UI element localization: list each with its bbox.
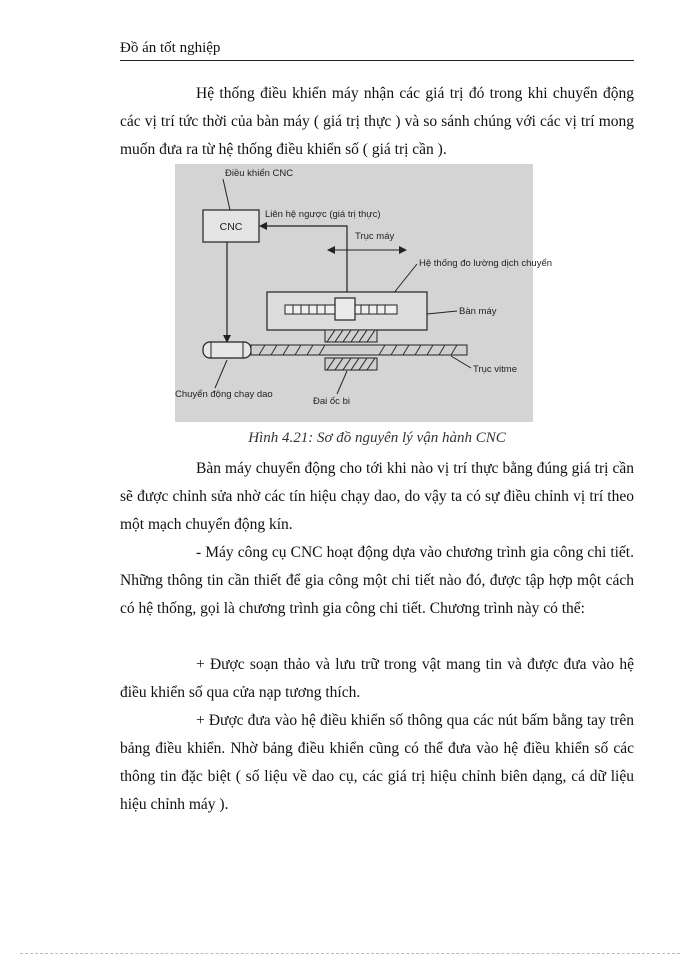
label-controller: Điều khiển CNC — [225, 168, 294, 179]
leader-line-feed — [215, 360, 227, 388]
label-measuring: Hệ thống đo lường dịch chuyển — [419, 258, 553, 269]
paragraph-4: + Được soạn thảo và lưu trữ trong vật mang tin và được đưa vào hệ điều khiển số qua cửa nạp tương thích. — [120, 656, 634, 701]
cnc-diagram — [175, 164, 553, 422]
leader-line-table — [427, 311, 457, 314]
leader-line-controller — [223, 179, 230, 210]
page-bottom-rule — [20, 953, 680, 954]
figure-caption: Hình 4.21: Sơ đồ nguyên lý vận hành CNC — [248, 430, 506, 446]
label-axis: Trục máy — [355, 231, 395, 242]
label-screw: Trục vitme — [473, 364, 517, 375]
paragraph-2: Bàn máy chuyển động cho tới khi nào vị trí thực bằng đúng giá trị cần sẽ được chỉnh sửa nhờ các tín hiệu chạy dao, do vậy ta có sự điều chỉnh vị trí theo một mạch chuyển động kín. — [120, 460, 634, 533]
feedback-arrowhead — [259, 222, 267, 230]
leader-line-nut — [337, 371, 347, 394]
paragraph-3: - Máy công cụ CNC hoạt động dựa vào chương trình gia công chi tiết. Những thông tin cần thiết để gia công một chi tiết nào đó, được tập hợp một cách có hệ thống, gọi là chương trình gia công chi tiết. Chương trình này có thể: — [120, 544, 634, 617]
paragraph-1: Hệ thống điều khiển máy nhận các giá trị đó trong khi chuyển động các vị trí tức thời của bàn máy ( giá trị thực ) và so sánh chúng với các vị trí mong muốn đưa ra từ hệ thống điều khiển số ( giá trị cần ). — [120, 85, 634, 158]
lead-screw — [203, 342, 467, 358]
label-cnc: CNC — [219, 221, 243, 233]
label-table: Bàn máy — [459, 306, 497, 317]
label-feedback: Liên hệ ngược (giá trị thực) — [265, 209, 381, 220]
axis-arrowhead-left — [327, 246, 335, 254]
label-feed: Chuyển động chạy dao — [175, 389, 273, 400]
leader-line-screw — [451, 356, 471, 368]
axis-arrowhead-right — [399, 246, 407, 254]
label-nut: Đai ốc bi — [313, 396, 350, 407]
page-header: Đồ án tốt nghiệp — [120, 38, 634, 61]
paragraph-5: + Được đưa vào hệ điều khiển số thông qua các nút bấm bằng tay trên bảng điều khiển. Nhờ bảng điều khiển cũng có thể đưa vào hệ điều khiển số các thông tin đặc biệt ( số liệu về dao cụ, các giá trị hiệu chỉnh biên dạng, cá dữ liệu hiệu chỉnh máy ). — [120, 712, 634, 813]
feedback-line — [265, 226, 347, 297]
